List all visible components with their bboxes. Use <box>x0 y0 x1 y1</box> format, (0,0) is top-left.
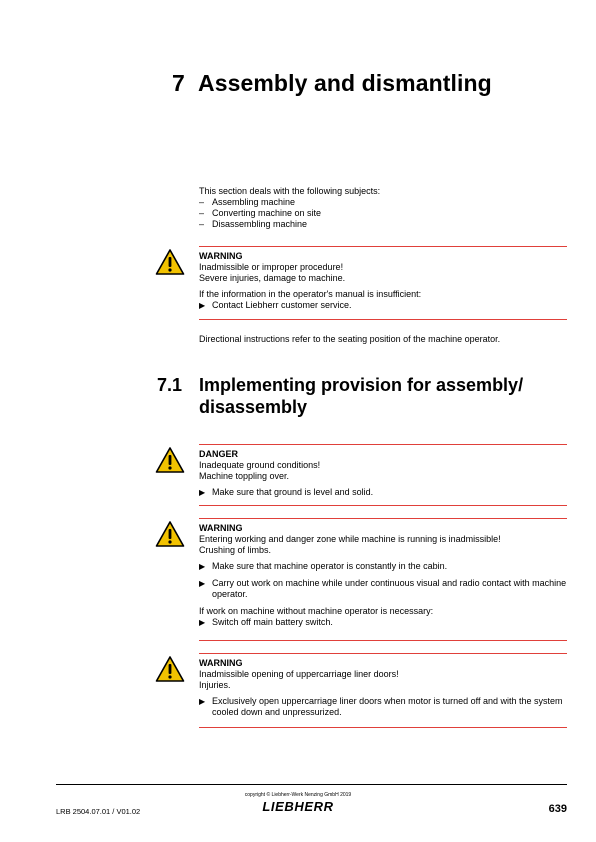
triangle-right-icon: ▶ <box>199 301 206 310</box>
signal-word: WARNING <box>199 658 243 668</box>
triangle-right-icon: ▶ <box>199 579 206 588</box>
document-id: LRB 2504.07.01 / V01.02 <box>56 807 141 816</box>
section-number: 7.1 <box>157 375 183 395</box>
directional-note: Directional instructions refer to the seating position of the machine operator. <box>199 334 501 344</box>
step-item: ▶ Contact Liebherr customer service. <box>199 300 352 310</box>
warning-bottom-rule <box>199 319 567 320</box>
warning-bottom-rule <box>199 727 567 728</box>
intro-block <box>199 186 569 230</box>
condition-line: If the information in the operator's manual is insufficient: <box>199 289 422 299</box>
danger-block-1 <box>199 449 567 504</box>
hazard-line: Entering working and danger zone while machine is running is inadmissible! <box>199 534 501 544</box>
hazard-line: Inadequate ground conditions! <box>199 460 321 470</box>
signal-word: DANGER <box>199 449 239 459</box>
warning-block-2 <box>199 523 567 634</box>
chapter-number: 7 <box>172 70 185 96</box>
consequence-line: Severe injuries, damage to machine. <box>199 273 346 283</box>
warning-bottom-rule <box>199 640 567 641</box>
warning-triangle-icon <box>155 655 185 683</box>
intro-lead: This section deals with the following subjects: <box>199 186 381 196</box>
step-item: ▶ Make sure that machine operator is constantly in the cabin. <box>199 561 448 571</box>
list-item: – Assembling machine <box>199 197 296 207</box>
list-item: – Disassembling machine <box>199 219 308 229</box>
danger-top-rule <box>199 444 567 445</box>
warning-top-rule <box>199 246 567 247</box>
step-item: ▶ Switch off main battery switch. <box>199 617 333 627</box>
copyright: copyright © Liebherr-Werk Nenzing GmbH 2019 <box>244 792 352 798</box>
hazard-line: Inadmissible or improper procedure! <box>199 262 344 272</box>
warning-block-1 <box>199 251 567 317</box>
signal-word: WARNING <box>199 251 243 261</box>
signal-word: WARNING <box>199 523 243 533</box>
triangle-right-icon: ▶ <box>199 697 206 706</box>
warning-block-3 <box>199 658 567 724</box>
step-item: ▶ Make sure that ground is level and solid. <box>199 487 374 497</box>
triangle-right-icon: ▶ <box>199 488 206 497</box>
danger-bottom-rule <box>199 505 567 506</box>
triangle-right-icon: ▶ <box>199 562 206 571</box>
footer-rule <box>56 784 567 785</box>
warning-top-rule <box>199 653 567 654</box>
warning-top-rule <box>199 518 567 519</box>
step-item: ▶ Carry out work on machine while under continuous visual and radio contact with machine operator. <box>199 578 567 599</box>
warning-triangle-icon <box>155 520 185 548</box>
condition-line: If work on machine without machine operator is necessary: <box>199 606 434 616</box>
hazard-line: Inadmissible opening of uppercarriage liner doors! <box>199 669 399 679</box>
consequence-line: Injuries. <box>199 680 231 690</box>
chapter-title-text: Assembly and dismantling <box>198 70 492 96</box>
triangle-right-icon: ▶ <box>199 618 206 627</box>
chapter-title <box>172 70 492 97</box>
list-item: – Converting machine on site <box>199 208 322 218</box>
page-number: 639 <box>548 803 567 815</box>
step-item: ▶ Exclusively open uppercarriage liner doors when motor is turned off and with the system cooled down and unpressurized. <box>199 696 563 717</box>
warning-triangle-icon <box>155 446 185 474</box>
section-title-text: Implementing provision for assembly/ disassembly <box>199 375 524 417</box>
consequence-line: Crushing of limbs. <box>199 545 272 555</box>
consequence-line: Machine toppling over. <box>199 471 290 481</box>
warning-triangle-icon <box>155 248 185 276</box>
brand-logo: LIEBHERR <box>262 799 334 814</box>
